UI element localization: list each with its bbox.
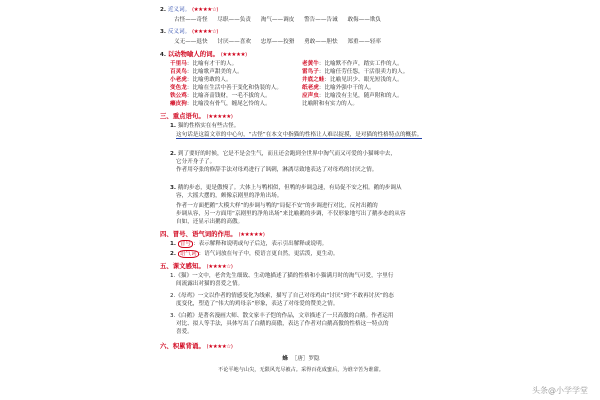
recitation-heading: 六、积累背诵。 (★★★★☆) [160,342,233,350]
list-item: 郑重——轻率 [347,39,382,45]
poem-title: 蜂 ［唐］罗隐 [282,356,320,362]
synonyms-heading: 2. 近义词。 (★★★★☆) [160,7,218,13]
key-sentences-heading: 三、重点语句。 (★★★★★) [160,112,233,120]
table-row: 雷鸟子：比喻任劳任怨，干活很卖力的人。 [302,69,409,75]
sentence-2-cont: 它分开身子了。 [176,159,216,165]
antonyms-heading: 3. 反义词。 (★★★★☆) [160,29,218,35]
list-item: 淘气——调皮 [260,17,295,23]
poem-text: 不论平地与山尖，无限风光尽被占。采得百花成蜜后，为谁辛苦为谁甜。 [217,367,384,373]
comprehension-2: 2.《母鸡》一文以作者的情感变化为线索，描写了自己对母鸡由“讨厌”到“不敢再讨厌”的态 度变化，塑造了“伟大的鸡母亲”形象，表达了对母爱的赞美之情。 [170,293,394,308]
list-item: 讨厌——喜欢 [217,39,251,45]
watermark: 头条@小学学堂 [532,386,588,395]
sentence-3-analysis: 作者一方面把鹅“大模大样”的步调与鸭的“局促不安”的步调进行对比，反衬出鹅的 步调从容，另一方面用“京剧里的净角出场”来比喻鹅的步调，不仅形象地写出了鹅步态的从容 自如，还显示出鹅的高傲。 [176,203,406,226]
list-item: 忠厚——狡猾 [260,39,295,45]
sentence-3: 3. 鹅的步态，更是傲慢了。大体上与鸭相似，但鸭的步调急速，有局促不安之相。鹅的步调从 [170,185,402,191]
punctuation-1: 1. 冒号 ：表示解释和说明或句子后边，表示引出解释或说明。 [170,241,328,247]
table-row: 应声虫：比喻没有主见，随声附和的人。 [302,93,403,99]
punctuation-2: 2. 语气词 ：语气词放在句子中，使语言更自然，更活泼，更生动。 [170,251,339,257]
table-row: 比喻附和有实力的人。 [302,101,358,107]
synonyms-list [174,16,389,24]
table-row: 纸老虎：比喻外强中干的人。 [302,85,375,91]
list-item: 义无——退快 [174,39,208,45]
sentence-2-analysis: 作者用夸张的修辞手法对母鸡进行了讽刺，淋漓尽致地表达了对母鸡的讨厌之情。 [176,167,378,173]
sentence-2: 2. 到了要好的时候，它是不是会生气，而且还会跑到全世界中淘气而又可爱的小猫咪中去， [170,151,396,157]
sentence-3-cont: 容，大摇大摆的，颇像京剧里的净角出场。 [176,193,283,199]
comprehension-3: 3.《白鹅》是著名漫画大师、散文家丰子恺的作品，文章描述了一只高傲的白鹅。作者运用 对比、拟人等手法，具体写出了白鹅的高傲，表达了作者对白鹅高傲的性格这一特点的 喜爱。 [170,313,394,336]
antonyms-list [174,38,389,46]
list-item: 敢侮——欺负 [347,17,382,23]
list-item: 古怪——奇怪 [174,17,208,23]
table-row: 井底之蛙：比喻见识少、眼光短浅的人。 [302,77,403,83]
animal-metaphor-heading: 4. 以动物喻人的词。 (★★★★★) [160,50,247,58]
table-row: 老黄牛：比喻默不作声，踏实工作的人。 [302,61,403,67]
sentence-1: 1. 猫的性格实在有些古怪。 [170,123,240,129]
table-row: 千里马：比喻有才干的人。 [170,61,238,67]
sentence-1-analysis: 这句话是这篇文章的中心句，“古怪”在本文中指猫的性格让人难以捉摸，是对猫的性格特点的概括。 [176,132,423,138]
list-item: 警告——告诫 [304,17,338,23]
list-item: 尽职——负责 [217,17,251,23]
table-row: 变色龙：比喻在生活中善于变化和伪装的人。 [170,85,282,91]
animal-metaphor-table [170,60,420,110]
table-row: 百灵鸟：比喻歌声甜美的人。 [170,69,243,75]
table-row: 铁公鸡：比喻吝啬钱财，一毛不拔的人。 [170,93,271,99]
table-row: 癞皮狗：比喻没有骨气，缠尾乞怜的人。 [170,101,271,107]
punctuation-heading: 四、冒号、语气词的作用。 (★★★★★) [160,230,265,238]
comprehension-1: 1.《猫》一文中，老舍先生细致、生动地描述了猫的性格和小猫满月时的淘气可爱，字里行 间流露出对猫的喜爱之情。 [170,273,394,288]
worksheet-page [160,4,442,396]
list-item: 勇敢——胆怯 [304,39,338,45]
comprehension-heading: 五、课文感知。 (★★★★☆) [160,262,233,270]
table-row: 小老虎：比喻勇敢的人。 [170,77,232,83]
